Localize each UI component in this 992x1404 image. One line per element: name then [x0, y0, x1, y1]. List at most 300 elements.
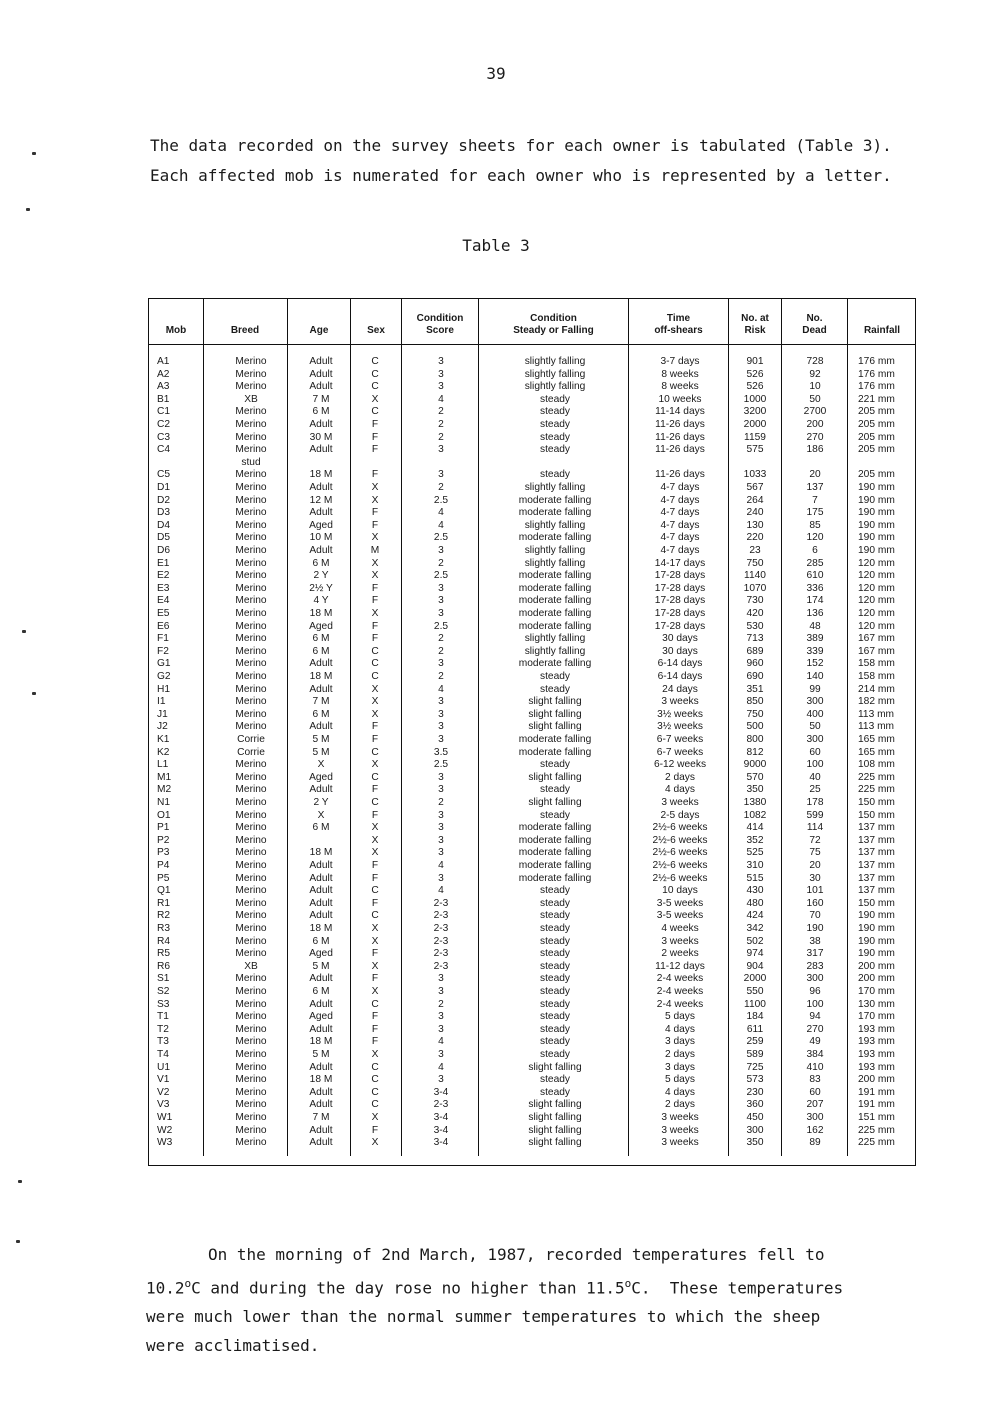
- mob-cell: F1: [157, 633, 169, 645]
- no-at-risk-cell: 1000: [743, 393, 767, 405]
- breed-cell: Merino: [235, 1124, 267, 1136]
- no-at-risk-cell: 812: [746, 746, 764, 758]
- rainfall-cell: 205 mm: [858, 406, 895, 418]
- no-at-risk-cell: 550: [746, 986, 764, 997]
- no-dead-cell: 140: [806, 671, 824, 682]
- sex-cell: C: [371, 1099, 379, 1111]
- time-off-shears-cell: 17-28 days: [654, 620, 706, 632]
- condition-steady-cell: moderate falling: [518, 658, 592, 670]
- condition-score-cell: 3.5: [433, 746, 449, 758]
- breed-cell: Merino: [235, 809, 267, 821]
- mob-cell: R4: [157, 935, 171, 947]
- breed-cell: Merino: [235, 998, 267, 1010]
- condition-steady-cell: steady: [539, 469, 570, 481]
- condition-score-cell: 2-3: [433, 1099, 449, 1111]
- mob-cell: P4: [157, 860, 170, 871]
- breed-cell: XB: [244, 393, 258, 405]
- sex-cell: F: [371, 897, 379, 909]
- rainfall-cell: 191 mm: [858, 1086, 895, 1098]
- time-off-shears-cell: 3 weeks: [661, 935, 699, 947]
- condition-score-cell: 3: [438, 469, 444, 481]
- condition-steady-cell: steady: [539, 1023, 570, 1035]
- sex-cell: F: [371, 444, 379, 456]
- no-at-risk-cell: 430: [746, 885, 764, 897]
- age-cell: 6 M: [312, 406, 330, 418]
- sex-cell: F: [371, 519, 379, 531]
- rainfall-cell: 190 mm: [858, 532, 895, 544]
- no-at-risk-cell: 1033: [743, 469, 767, 481]
- column-divider: [781, 298, 782, 1156]
- condition-steady-cell: steady: [539, 1036, 570, 1048]
- time-off-shears-cell: 4-7 days: [660, 532, 700, 544]
- age-cell: 4 Y: [313, 595, 329, 607]
- condition-score-cell: 3: [438, 595, 444, 607]
- sex-cell: X: [371, 1112, 379, 1123]
- condition-steady-cell: steady: [539, 431, 570, 443]
- rainfall-cell: 193 mm: [858, 1061, 895, 1073]
- condition-steady-cell: moderate falling: [518, 620, 592, 632]
- condition-steady-cell: steady: [539, 759, 570, 771]
- time-off-shears-cell: 3 weeks: [661, 1112, 699, 1123]
- no-dead-cell: 336: [806, 582, 824, 594]
- condition-score-cell: 3-4: [433, 1112, 449, 1123]
- no-at-risk-cell: 240: [746, 507, 764, 519]
- condition-steady-cell: steady: [539, 910, 570, 922]
- condition-steady-cell: slightly falling: [524, 356, 586, 367]
- mob-cell: S3: [157, 998, 170, 1010]
- no-dead-cell: 162: [806, 1124, 824, 1136]
- time-off-shears-cell: 4 weeks: [661, 923, 699, 934]
- age-cell: 5 M: [312, 746, 330, 758]
- breed-cell: Merino: [235, 721, 267, 733]
- no-at-risk-cell: 567: [746, 482, 764, 493]
- time-off-shears-cell: 14-17 days: [654, 557, 706, 569]
- time-off-shears-cell: 24 days: [662, 683, 698, 695]
- condition-score-cell: 3: [438, 834, 444, 846]
- breed-cell: Merino: [235, 1049, 267, 1060]
- mob-cell: C1: [157, 406, 171, 418]
- rainfall-cell: 120 mm: [858, 557, 895, 569]
- no-dead-cell: 610: [806, 570, 824, 582]
- time-off-shears-cell: 4-7 days: [660, 482, 700, 493]
- sex-cell: X: [371, 482, 379, 493]
- sex-cell: X: [371, 1137, 379, 1149]
- no-at-risk-cell: 300: [746, 1124, 764, 1136]
- age-cell: Adult: [309, 658, 333, 670]
- mob-cell: M1: [157, 771, 172, 783]
- rainfall-cell: 190 mm: [858, 910, 895, 922]
- no-at-risk-cell: 575: [746, 444, 764, 456]
- no-dead-cell: 728: [806, 356, 824, 367]
- closing-text-line: were acclimatised.: [146, 1336, 320, 1356]
- condition-score-cell: 2: [438, 431, 444, 443]
- mob-cell: H1: [157, 683, 171, 695]
- breed-cell: Merino: [235, 608, 267, 619]
- no-dead-cell: 100: [806, 759, 824, 771]
- no-dead-cell: 207: [806, 1099, 824, 1111]
- breed-cell: Merino: [235, 419, 267, 430]
- no-dead-cell: 389: [806, 633, 824, 645]
- breed-cell: Merino: [235, 683, 267, 695]
- age-cell: 6 M: [312, 822, 330, 834]
- sex-cell: X: [371, 696, 379, 708]
- no-dead-cell: 152: [806, 658, 824, 670]
- no-at-risk-cell: 230: [746, 1086, 764, 1098]
- no-dead-cell: 48: [809, 620, 821, 632]
- header-condition-score: [402, 313, 478, 337]
- breed-cell: Merino: [235, 860, 267, 871]
- rainfall-cell: 200 mm: [858, 973, 895, 985]
- time-off-shears-cell: 17-28 days: [654, 570, 706, 582]
- time-off-shears-cell: 2½-6 weeks: [652, 834, 708, 846]
- age-cell: 7 M: [312, 393, 330, 405]
- rainfall-cell: 120 mm: [858, 582, 895, 594]
- no-at-risk-cell: 259: [746, 1036, 764, 1048]
- no-at-risk-cell: 350: [746, 784, 764, 796]
- condition-steady-cell: slight falling: [528, 1061, 582, 1073]
- no-at-risk-cell: 23: [749, 545, 761, 556]
- condition-steady-cell: moderate falling: [518, 507, 592, 519]
- no-at-risk-cell: 360: [746, 1099, 764, 1111]
- no-dead-cell: 317: [806, 948, 824, 960]
- no-at-risk-cell: 1159: [744, 431, 766, 443]
- no-at-risk-cell: 2000: [743, 973, 767, 985]
- age-cell: Adult: [309, 721, 333, 733]
- condition-score-cell: 3-4: [433, 1124, 449, 1136]
- time-off-shears-cell: 3 weeks: [661, 696, 699, 708]
- condition-steady-cell: slightly falling: [524, 645, 586, 657]
- age-cell: Adult: [309, 1137, 333, 1149]
- condition-score-cell: 2-3: [433, 897, 449, 909]
- age-cell: Adult: [309, 897, 333, 909]
- rainfall-cell: 225 mm: [858, 784, 895, 796]
- rainfall-cell: 165 mm: [858, 734, 895, 745]
- no-at-risk-cell: 750: [746, 557, 764, 569]
- rainfall-cell: 120 mm: [858, 620, 895, 632]
- header-no-at-risk: [729, 313, 781, 337]
- no-dead-cell: 6: [812, 545, 818, 556]
- age-cell: 5 M: [312, 960, 330, 972]
- condition-score-cell: 2.5: [433, 759, 449, 771]
- sex-cell: F: [371, 582, 379, 594]
- condition-steady-cell: steady: [539, 444, 570, 456]
- sex-cell: F: [371, 507, 379, 519]
- age-cell: Adult: [309, 860, 333, 871]
- time-off-shears-cell: 3 days: [664, 1036, 695, 1048]
- no-dead-cell: 49: [809, 1036, 821, 1048]
- condition-steady-cell: steady: [539, 784, 570, 796]
- no-dead-cell: 94: [809, 1011, 821, 1023]
- age-cell: 7 M: [312, 696, 330, 708]
- margin-mark: [22, 630, 26, 633]
- condition-steady-cell: slightly falling: [524, 557, 586, 569]
- margin-mark: [32, 692, 36, 695]
- age-cell: Adult: [309, 784, 333, 796]
- rainfall-cell: 225 mm: [858, 1124, 895, 1136]
- sex-cell: F: [371, 1011, 379, 1023]
- condition-score-cell: 3: [438, 545, 444, 556]
- age-cell: X: [317, 759, 325, 771]
- sex-cell: C: [371, 910, 379, 922]
- rainfall-cell: 190 mm: [858, 482, 895, 493]
- breed-cell: Merino: [235, 696, 267, 708]
- mob-cell: E1: [157, 557, 170, 569]
- sex-cell: F: [371, 948, 379, 960]
- time-off-shears-cell: 8 weeks: [661, 381, 699, 393]
- time-off-shears-cell: 3 weeks: [661, 1124, 699, 1136]
- breed-cell: Merino: [235, 1137, 267, 1149]
- time-off-shears-cell: 3 weeks: [661, 1137, 699, 1149]
- age-cell: Aged: [309, 948, 333, 960]
- condition-score-cell: 3: [438, 1074, 444, 1086]
- condition-score-cell: 3: [438, 356, 444, 367]
- sex-cell: C: [371, 1061, 379, 1073]
- no-at-risk-cell: 515: [746, 872, 764, 884]
- closing-text: C. These temperatures: [631, 1278, 844, 1298]
- breed-cell: Merino: [235, 532, 267, 544]
- time-off-shears-cell: 4 days: [664, 1086, 695, 1098]
- breed-cell: Merino: [235, 822, 267, 834]
- column-divider: [401, 298, 402, 1156]
- sex-cell: C: [371, 658, 379, 670]
- margin-mark: [16, 1240, 20, 1243]
- no-at-risk-cell: 220: [746, 532, 764, 544]
- breed-cell: Merino: [235, 897, 267, 909]
- mob-cell: P2: [157, 834, 170, 846]
- time-off-shears-cell: 11-26 days: [655, 419, 705, 430]
- mob-cell: S2: [157, 986, 170, 997]
- condition-steady-cell: slight falling: [528, 1124, 582, 1136]
- time-off-shears-cell: 3-7 days: [660, 356, 700, 367]
- condition-score-cell: 3: [438, 381, 444, 393]
- sex-cell: F: [371, 469, 379, 481]
- condition-steady-cell: steady: [539, 1011, 570, 1023]
- no-dead-cell: 137: [806, 482, 824, 493]
- column-divider: [847, 298, 848, 1156]
- condition-score-cell: 2.5: [433, 620, 449, 632]
- sex-cell: C: [371, 998, 379, 1010]
- time-off-shears-cell: 2-4 weeks: [656, 998, 704, 1010]
- mob-cell: L1: [157, 759, 169, 771]
- condition-steady-cell: steady: [539, 986, 570, 997]
- condition-steady-cell: steady: [539, 1074, 570, 1086]
- rainfall-cell: 108 mm: [858, 759, 895, 771]
- condition-steady-cell: moderate falling: [518, 834, 592, 846]
- condition-steady-cell: steady: [539, 998, 570, 1010]
- breed-cell: Corrie: [237, 746, 265, 758]
- sex-cell: X: [371, 532, 379, 544]
- rainfall-cell: 113 mm: [858, 708, 895, 720]
- no-dead-cell: 89: [809, 1137, 821, 1149]
- condition-score-cell: 2: [438, 998, 444, 1010]
- rainfall-cell: 221 mm: [858, 393, 895, 405]
- breed-cell: Merino: [235, 431, 267, 443]
- no-at-risk-cell: 611: [746, 1023, 764, 1035]
- rainfall-cell: 176 mm: [858, 381, 895, 393]
- condition-steady-cell: moderate falling: [518, 570, 592, 582]
- age-cell: 6 M: [312, 935, 330, 947]
- condition-score-cell: 3: [438, 872, 444, 884]
- age-cell: Adult: [309, 507, 333, 519]
- rainfall-cell: 190 mm: [858, 923, 895, 934]
- breed-cell: Merino: [235, 847, 267, 859]
- rainfall-cell: 137 mm: [858, 847, 895, 859]
- time-off-shears-cell: 11-26 days: [655, 431, 705, 443]
- no-at-risk-cell: 530: [746, 620, 764, 632]
- condition-steady-cell: moderate falling: [518, 822, 592, 834]
- header-line: off-shears: [654, 325, 703, 336]
- condition-steady-cell: steady: [539, 809, 570, 821]
- no-at-risk-cell: 960: [746, 658, 764, 670]
- time-off-shears-cell: 10 weeks: [658, 393, 702, 405]
- breed-cell: Merino: [235, 545, 267, 556]
- age-cell: 18 M: [309, 1036, 333, 1048]
- sex-cell: F: [371, 1023, 379, 1035]
- age-cell: 2 Y: [313, 797, 329, 808]
- condition-steady-cell: moderate falling: [518, 847, 592, 859]
- no-dead-cell: 20: [809, 860, 821, 871]
- time-off-shears-cell: 2-5 days: [660, 809, 700, 821]
- age-cell: 30 M: [309, 431, 333, 443]
- condition-score-cell: 3: [438, 784, 444, 796]
- mob-cell: D3: [157, 507, 171, 519]
- breed-cell: Merino: [235, 570, 267, 582]
- condition-score-cell: 2: [438, 557, 444, 569]
- no-dead-cell: 60: [809, 1086, 821, 1098]
- age-cell: 6 M: [312, 986, 330, 997]
- breed-cell: Merino: [235, 708, 267, 720]
- no-at-risk-cell: 3200: [743, 406, 767, 418]
- sex-cell: F: [371, 809, 379, 821]
- header-line: No. at: [741, 313, 769, 324]
- rainfall-cell: 167 mm: [858, 645, 895, 657]
- header-line: Steady or Falling: [513, 325, 594, 336]
- header-mob: Mob: [165, 325, 187, 336]
- mob-cell: P5: [157, 872, 170, 884]
- condition-score-cell: 2: [438, 406, 444, 418]
- mob-cell: D2: [157, 494, 171, 506]
- mob-cell: G2: [157, 671, 171, 682]
- breed-cell: Merino: [235, 519, 267, 531]
- intro-text-line: Each affected mob is numerated for each owner who is represented by a letter.: [150, 166, 892, 185]
- rainfall-cell: 190 mm: [858, 494, 895, 506]
- rainfall-cell: 130 mm: [858, 998, 895, 1010]
- time-off-shears-cell: 5 days: [664, 1011, 695, 1023]
- condition-score-cell: 2.5: [433, 570, 449, 582]
- condition-steady-cell: slight falling: [528, 1137, 582, 1149]
- age-cell: 2 Y: [313, 570, 329, 582]
- condition-steady-cell: moderate falling: [518, 872, 592, 884]
- mob-cell: W3: [157, 1137, 173, 1149]
- time-off-shears-cell: 17-28 days: [654, 595, 706, 607]
- no-dead-cell: 300: [806, 734, 824, 745]
- breed-cell: Merino: [235, 444, 267, 456]
- time-off-shears-cell: 5 days: [664, 1074, 695, 1086]
- condition-score-cell: 2-3: [433, 960, 449, 972]
- age-cell: Adult: [309, 998, 333, 1010]
- sex-cell: F: [371, 633, 379, 645]
- condition-score-cell: 3: [438, 847, 444, 859]
- mob-cell: D5: [157, 532, 171, 544]
- mob-cell: C5: [157, 469, 171, 481]
- breed-cell: Merino: [235, 658, 267, 670]
- rainfall-cell: 158 mm: [858, 671, 895, 682]
- mob-cell: D4: [157, 519, 171, 531]
- condition-score-cell: 3: [438, 734, 444, 745]
- time-off-shears-cell: 2½-6 weeks: [652, 860, 708, 871]
- rainfall-cell: 165 mm: [858, 746, 895, 758]
- degree-sign: o: [184, 1277, 192, 1290]
- age-cell: Adult: [309, 910, 333, 922]
- header-line: Risk: [744, 325, 766, 336]
- rainfall-cell: 214 mm: [858, 683, 895, 695]
- mob-cell: R6: [157, 960, 171, 972]
- column-divider: [203, 298, 204, 1156]
- no-dead-cell: 178: [806, 797, 824, 808]
- header-line: Score: [426, 325, 454, 336]
- condition-steady-cell: steady: [539, 973, 570, 985]
- sex-cell: F: [371, 721, 379, 733]
- condition-score-cell: 3: [438, 444, 444, 456]
- condition-score-cell: 4: [438, 393, 444, 405]
- no-dead-cell: 2700: [803, 406, 827, 418]
- no-dead-cell: 186: [806, 444, 824, 456]
- age-cell: 12 M: [309, 494, 333, 506]
- sex-cell: X: [371, 393, 379, 405]
- no-dead-cell: 20: [809, 469, 821, 481]
- mob-cell: K1: [157, 734, 170, 745]
- no-dead-cell: 72: [809, 834, 821, 846]
- age-cell: 10 M: [309, 532, 333, 544]
- mob-cell: J2: [157, 721, 168, 733]
- mob-cell: T2: [157, 1023, 169, 1035]
- no-at-risk-cell: 904: [746, 960, 764, 972]
- no-dead-cell: 384: [806, 1049, 824, 1060]
- age-cell: 5 M: [312, 734, 330, 745]
- condition-score-cell: 4: [438, 507, 444, 519]
- mob-cell: J1: [157, 708, 168, 720]
- sex-cell: X: [371, 834, 379, 846]
- time-off-shears-cell: 6-14 days: [657, 671, 703, 682]
- age-cell: 18 M: [309, 923, 333, 934]
- header-breed: Breed: [230, 325, 260, 336]
- mob-cell: D6: [157, 545, 171, 556]
- mob-cell: F2: [157, 645, 169, 657]
- condition-steady-cell: steady: [539, 935, 570, 947]
- age-cell: 6 M: [312, 633, 330, 645]
- no-at-risk-cell: 1070: [743, 582, 767, 594]
- mob-cell: T4: [157, 1049, 169, 1060]
- no-dead-cell: 10: [809, 381, 821, 393]
- sex-cell: C: [371, 356, 379, 367]
- age-cell: Aged: [309, 771, 333, 783]
- no-at-risk-cell: 689: [746, 645, 764, 657]
- condition-score-cell: 4: [438, 885, 444, 897]
- sex-cell: F: [371, 419, 379, 430]
- rainfall-cell: 170 mm: [858, 1011, 895, 1023]
- condition-score-cell: 3: [438, 973, 444, 985]
- time-off-shears-cell: 2-4 weeks: [656, 973, 704, 985]
- mob-cell: R3: [157, 923, 171, 934]
- breed-cell: Merino: [235, 620, 267, 632]
- time-off-shears-cell: 6-7 weeks: [656, 734, 704, 745]
- time-off-shears-cell: 2½-6 weeks: [652, 872, 708, 884]
- breed-cell: Merino: [235, 797, 267, 808]
- condition-score-cell: 2.5: [433, 532, 449, 544]
- no-at-risk-cell: 573: [746, 1074, 764, 1086]
- no-dead-cell: 400: [806, 708, 824, 720]
- mob-cell: I1: [157, 696, 166, 708]
